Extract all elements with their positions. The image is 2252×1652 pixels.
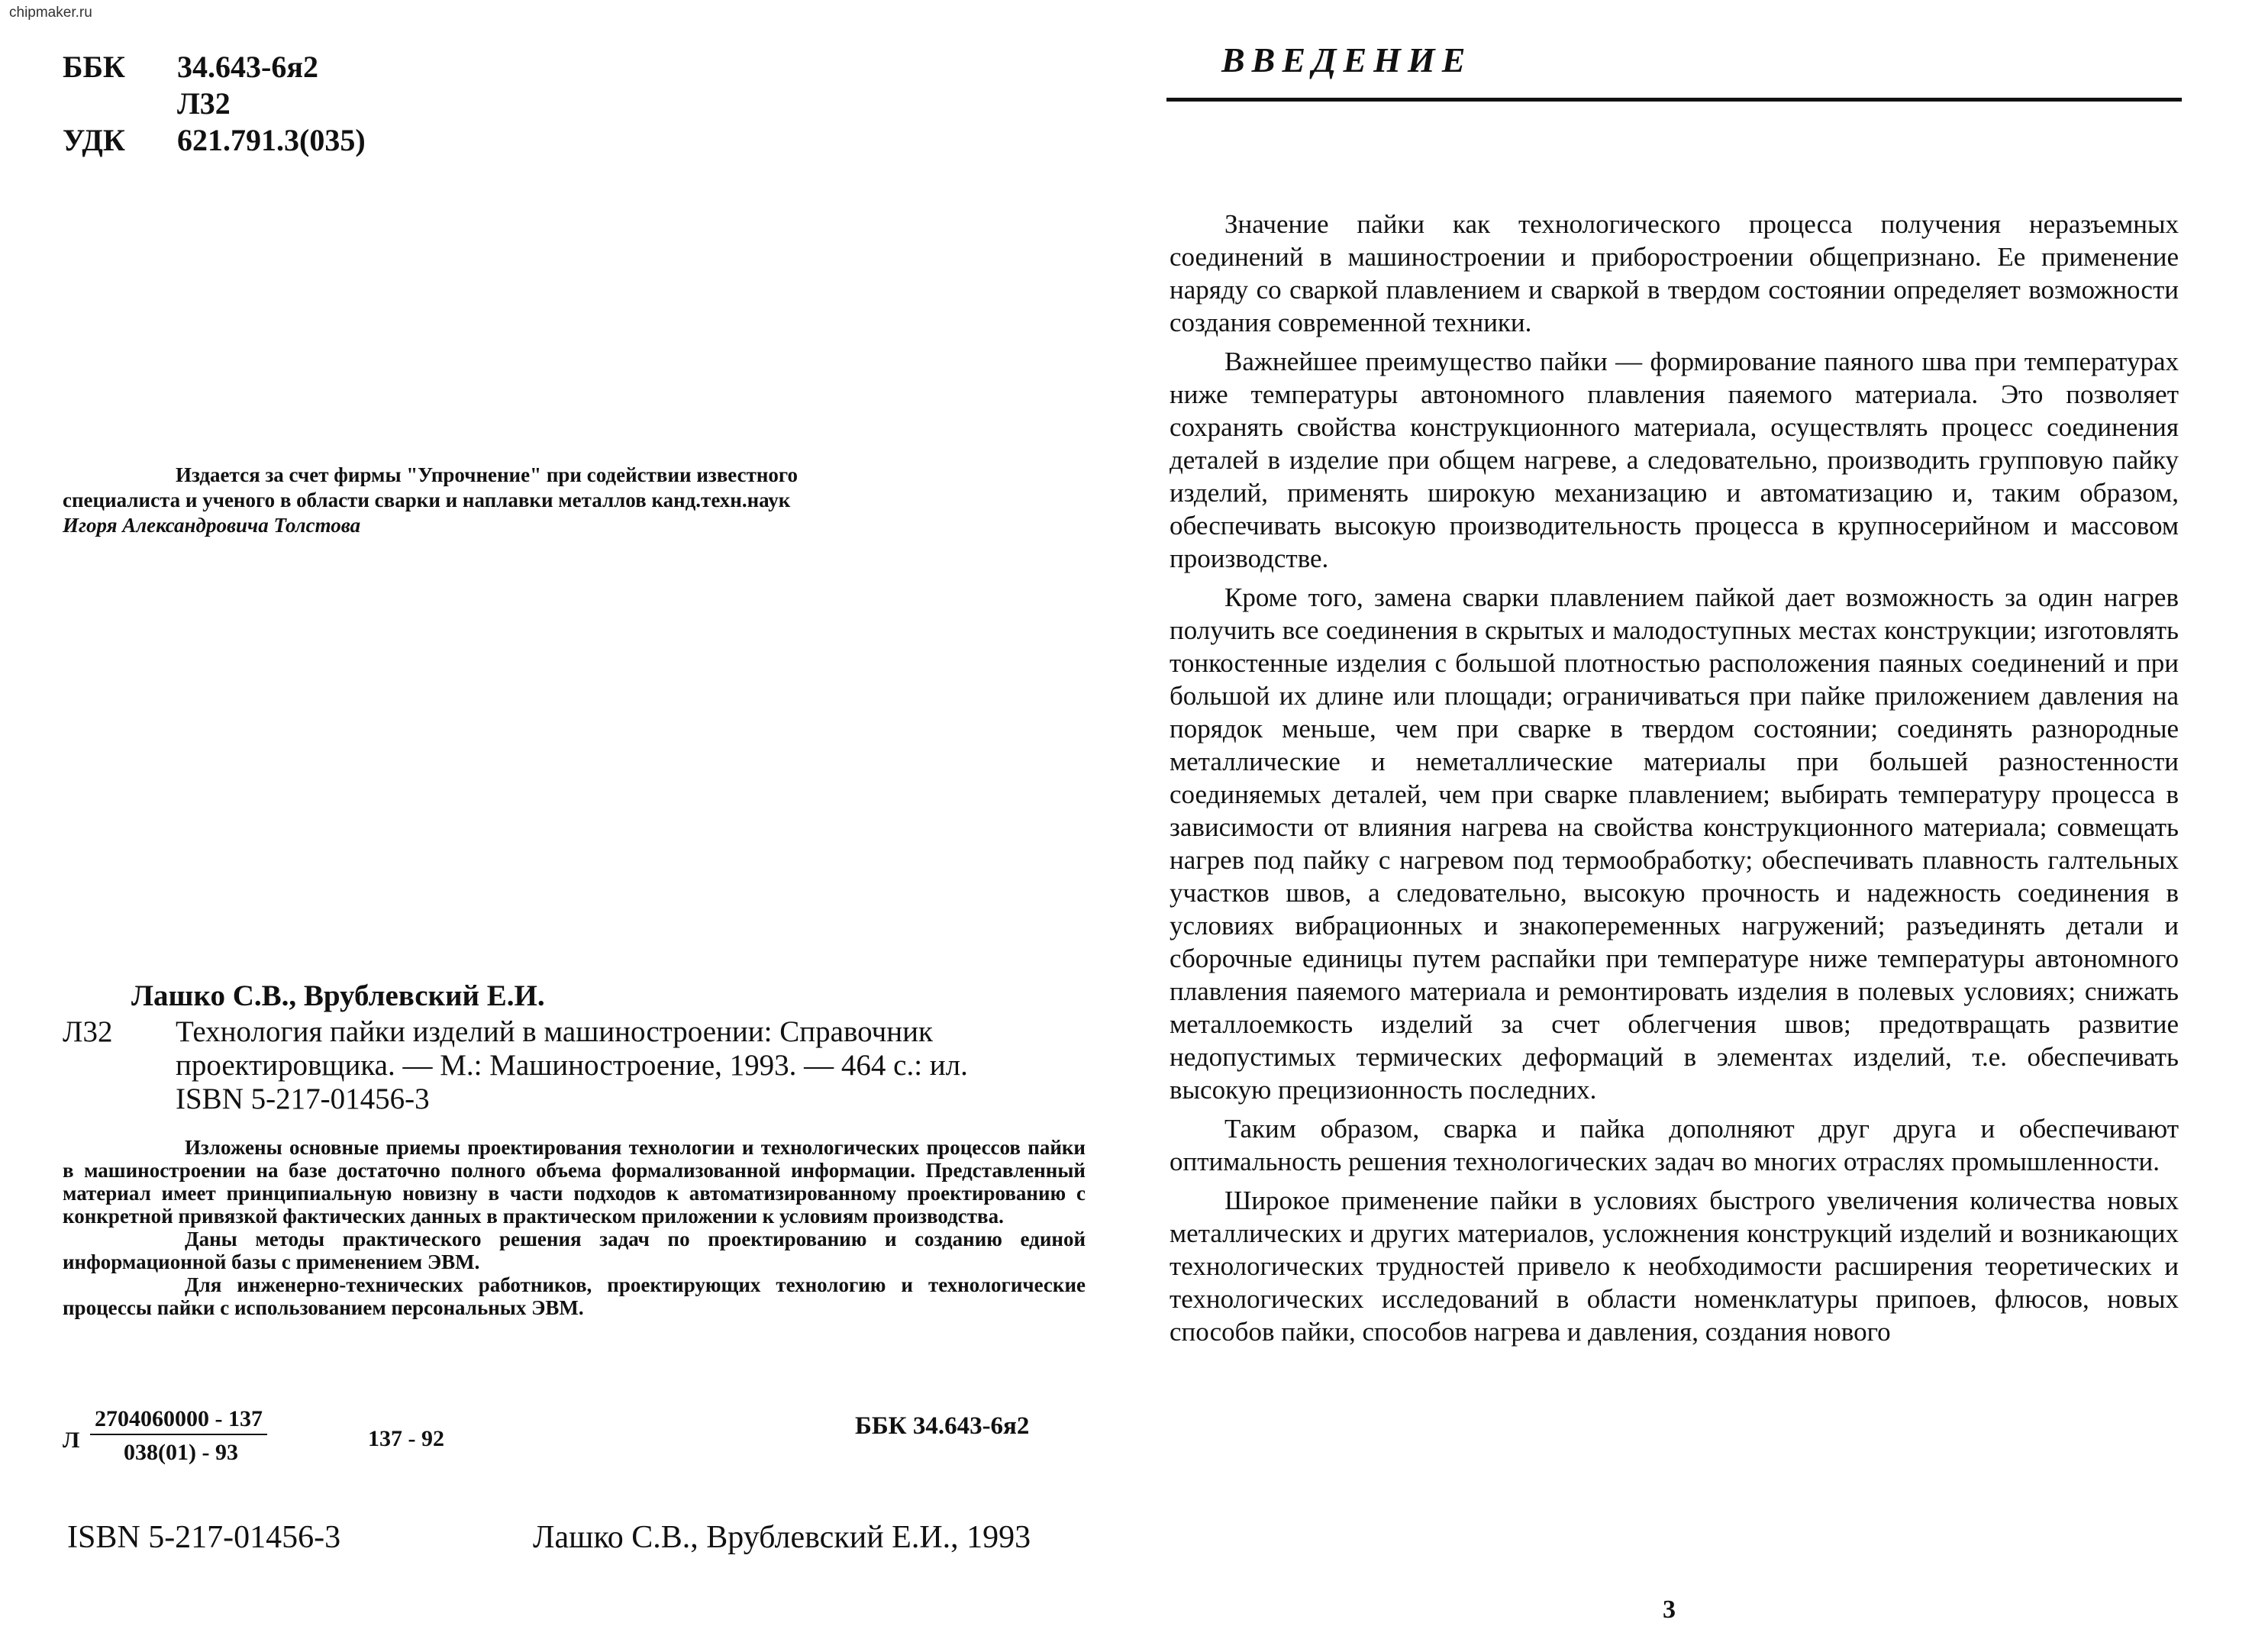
- classification-key: УДК: [63, 123, 125, 157]
- annotation-paragraph: Изложены основные приемы проектирования технологии и технологических процессов пайки в машиностроении на базе достаточно полного объема формализованной информации. Представленный материал имеет принципиальную новизну в части подходов к автоматизированному проектированию с конкретной привязкой фактических данных в практическом приложении к условиям производства.: [63, 1136, 1086, 1228]
- classification-row: [63, 122, 366, 159]
- classification-block: [63, 49, 366, 159]
- annotation-paragraph: Даны методы практического решения задач по проектированию и созданию единой информационной базы с применением ЭВМ.: [63, 1228, 1086, 1273]
- classification-value: 34.643-6я2: [177, 50, 318, 84]
- classification-key: [63, 86, 177, 122]
- classification-row: [63, 49, 366, 86]
- catalog-code: Л32: [63, 1015, 113, 1048]
- classification-row: [63, 86, 366, 122]
- intro-paragraph: Значение пайки как технологического процесса получения неразъемных соединений в машиностроении и приборостроении общепризнано. Ее применение наряду со сваркой плавлением и сваркой в твердом состоянии определяет возможности создания современной техники.: [1170, 209, 2179, 337]
- chapter-title: ВВЕДЕНИЕ: [1221, 40, 1473, 79]
- title-rule: [1166, 98, 2182, 102]
- index-numerator: 2704060000 - 137: [90, 1406, 267, 1435]
- index-right: 137 - 92: [368, 1426, 444, 1451]
- sponsor-line: [63, 463, 1086, 488]
- annotation: [63, 1136, 1086, 1319]
- classification-key: ББК: [63, 50, 125, 84]
- catalog-text: Технология пайки изделий в машиностроении: Справочник проектировщика. — М.: Машиностроение, 1993. — 464 с.: ил.: [176, 1015, 968, 1082]
- intro-body: [1170, 208, 2179, 1354]
- isbn-bottom: ISBN 5-217-01456-3: [67, 1520, 341, 1555]
- catalog-isbn: ISBN 5-217-01456-3: [176, 1083, 430, 1115]
- copyright: Лашко С.В., Врублевский Е.И., 1993: [533, 1520, 1031, 1555]
- intro-paragraph: Важнейшее преимущество пайки — формирование паяного шва при температурах ниже температуры автономного плавления паяемого материала. Это позволяет сохранять свойства конструкционного материала, осуществлять процесс соединения деталей в изделие при общем нагреве, а следовательно, производить групповую пайку изделий, применять широкую механизацию и автоматизацию и, таким образом, обеспечивать высокую производительность процесса в крупносерийном и массовом производстве.: [1170, 347, 2179, 573]
- classification-value: 621.791.3(035): [177, 123, 366, 157]
- sponsor-line-2: специалиста и ученого в области сварки и наплавки металлов канд.техн.наук: [63, 489, 791, 511]
- intro-paragraph: Таким образом, сварка и пайка дополняют друг друга и обеспечивают оптимальность решения технологических задач во многих отраслях промышленности.: [1170, 1114, 2179, 1176]
- annotation-paragraph: Для инженерно-технических работников, проектирующих технологию и технологические процессы пайки с использованием персональных ЭВМ.: [63, 1273, 1086, 1319]
- watermark-text: chipmaker.ru: [9, 5, 92, 21]
- index-denominator: 038(01) - 93: [124, 1440, 238, 1465]
- catalog-entry: [63, 1015, 1086, 1116]
- index-prefix: Л: [63, 1428, 80, 1453]
- intro-paragraph: Кроме того, замена сварки плавлением пайкой дает возможность за один нагрев получить все соединения в скрытых и малодоступных местах конструкции; изготовлять тонкостенные изделия с большой плотностью расположения паяных соединений и при большой их длине или площади; ограничиваться при пайке приложением давления на порядок меньше, чем при сварке в твердом состоянии; соединять разнородные металлические и неметаллические материалы при большей разностенности соединяемых деталей, чем при сварке плавлением; выбирать температуру процесса в зависимости от влияния нагрева на свойства конструкционного материала; совмещать нагрев под пайку с нагревом под термообработку; обеспечивать плавность галтельных участков швов, а следовательно, высокую прочность и надежность соединения в условиях вибрационных и знакопеременных нагружений; разъединять детали и сборочные единицы путем распайки при температуре ниже температуры автономного плавления паяемого материала и ремонтировать изделия в полевых условиях; снижать металлоемкость изделий за счет облегчения швов; предотвращать развитие недопустимых термических деформаций в элементах изделий, т.е. обеспечивать высокую прецизионность последних.: [1170, 582, 2179, 1105]
- classification-value: Л32: [177, 86, 231, 121]
- sponsor-note: [63, 463, 1086, 538]
- sponsor-line-1: Издается за счет фирмы "Упрочнение" при содействии известного: [176, 463, 799, 486]
- page-number: 3: [1663, 1596, 1676, 1624]
- authors: Лашко С.В., Врублевский Е.И.: [131, 979, 545, 1012]
- intro-paragraph: Широкое применение пайки в условиях быстрого увеличения количества новых металлических и других материалов, усложнения конструкций изделий и возникающих технологических трудностей привело к необходимости расширения теоретических и технологических исследований в области номенклатуры припоев, флюсов, новых способов пайки, способов нагрева и давления, создания нового: [1170, 1186, 2179, 1347]
- sponsor-name: Игоря Александровича Толстова: [63, 514, 361, 537]
- bbk-bottom: ББК 34.643-6я2: [855, 1412, 1030, 1440]
